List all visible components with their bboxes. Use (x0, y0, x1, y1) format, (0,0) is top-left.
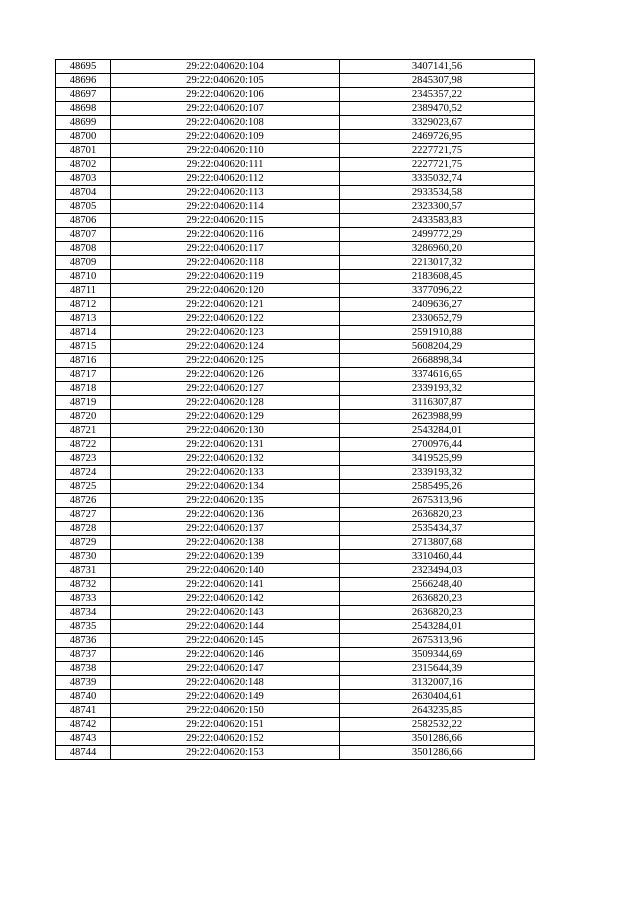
table-row (56, 578, 535, 592)
cadastral-number-cell: 29:22:040620:128 (111, 396, 340, 410)
cadastral-number-cell: 29:22:040620:113 (111, 186, 340, 200)
row-number-cell: 48702 (56, 158, 111, 172)
table-row (56, 704, 535, 718)
cadastral-value-cell: 3286960,20 (340, 242, 535, 256)
cadastral-value-cell: 2433583,83 (340, 214, 535, 228)
row-number-cell: 48705 (56, 200, 111, 214)
row-number-cell: 48725 (56, 480, 111, 494)
cadastral-value-cell: 3116307,87 (340, 396, 535, 410)
cadastral-number-cell: 29:22:040620:104 (111, 60, 340, 74)
row-number-cell: 48721 (56, 424, 111, 438)
cadastral-number-cell: 29:22:040620:133 (111, 466, 340, 480)
row-number-cell: 48731 (56, 564, 111, 578)
cadastral-number-cell: 29:22:040620:129 (111, 410, 340, 424)
cadastral-value-cell: 2339193,32 (340, 382, 535, 396)
cadastral-number-cell: 29:22:040620:144 (111, 620, 340, 634)
cadastral-value-cell: 2535434,37 (340, 522, 535, 536)
row-number-cell: 48698 (56, 102, 111, 116)
table-row (56, 256, 535, 270)
table-row (56, 648, 535, 662)
row-number-cell: 48735 (56, 620, 111, 634)
cadastral-number-cell: 29:22:040620:106 (111, 88, 340, 102)
table-row (56, 508, 535, 522)
cadastral-number-cell: 29:22:040620:134 (111, 480, 340, 494)
row-number-cell: 48744 (56, 746, 111, 760)
cadastral-value-cell: 2345357,22 (340, 88, 535, 102)
row-number-cell: 48700 (56, 130, 111, 144)
cadastral-number-cell: 29:22:040620:111 (111, 158, 340, 172)
cadastral-number-cell: 29:22:040620:139 (111, 550, 340, 564)
cadastral-number-cell: 29:22:040620:151 (111, 718, 340, 732)
cadastral-value-cell: 2933534,58 (340, 186, 535, 200)
row-number-cell: 48703 (56, 172, 111, 186)
cadastral-value-cell: 3407141,56 (340, 60, 535, 74)
cadastral-value-cell: 2227721,75 (340, 144, 535, 158)
table-row (56, 228, 535, 242)
table-row (56, 214, 535, 228)
cadastral-value-cell: 2543284,01 (340, 620, 535, 634)
row-number-cell: 48720 (56, 410, 111, 424)
table-row (56, 340, 535, 354)
table-row (56, 382, 535, 396)
row-number-cell: 48697 (56, 88, 111, 102)
cadastral-value-cell: 2630404,61 (340, 690, 535, 704)
cadastral-value-cell: 2183608,45 (340, 270, 535, 284)
table-row (56, 634, 535, 648)
cadastral-number-cell: 29:22:040620:153 (111, 746, 340, 760)
table-row (56, 186, 535, 200)
row-number-cell: 48706 (56, 214, 111, 228)
row-number-cell: 48743 (56, 732, 111, 746)
row-number-cell: 48734 (56, 606, 111, 620)
cadastral-value-cell: 2668898,34 (340, 354, 535, 368)
cadastral-value-cell: 2323300,57 (340, 200, 535, 214)
cadastral-number-cell: 29:22:040620:142 (111, 592, 340, 606)
table-row (56, 284, 535, 298)
cadastral-number-cell: 29:22:040620:145 (111, 634, 340, 648)
cadastral-number-cell: 29:22:040620:117 (111, 242, 340, 256)
cadastral-number-cell: 29:22:040620:143 (111, 606, 340, 620)
row-number-cell: 48701 (56, 144, 111, 158)
cadastral-value-cell: 2227721,75 (340, 158, 535, 172)
row-number-cell: 48726 (56, 494, 111, 508)
cadastral-number-cell: 29:22:040620:137 (111, 522, 340, 536)
row-number-cell: 48711 (56, 284, 111, 298)
cadastral-value-cell: 2469726,95 (340, 130, 535, 144)
cadastral-value-cell: 2675313,96 (340, 634, 535, 648)
table-row (56, 158, 535, 172)
row-number-cell: 48722 (56, 438, 111, 452)
cadastral-value-cell: 3377096,22 (340, 284, 535, 298)
row-number-cell: 48715 (56, 340, 111, 354)
cadastral-value-cell: 3419525,99 (340, 452, 535, 466)
table-row (56, 564, 535, 578)
cadastral-value-cell: 3329023,67 (340, 116, 535, 130)
table-row (56, 60, 535, 74)
table-row (56, 312, 535, 326)
cadastral-number-cell: 29:22:040620:130 (111, 424, 340, 438)
table-row (56, 200, 535, 214)
cadastral-value-cell: 2330652,79 (340, 312, 535, 326)
row-number-cell: 48709 (56, 256, 111, 270)
cadastral-number-cell: 29:22:040620:127 (111, 382, 340, 396)
cadastral-value-cell: 3132007,16 (340, 676, 535, 690)
table-row (56, 354, 535, 368)
row-number-cell: 48724 (56, 466, 111, 480)
cadastral-number-cell: 29:22:040620:115 (111, 214, 340, 228)
table-row (56, 88, 535, 102)
cadastral-number-cell: 29:22:040620:124 (111, 340, 340, 354)
cadastral-value-cell: 2323494,03 (340, 564, 535, 578)
cadastral-number-cell: 29:22:040620:112 (111, 172, 340, 186)
cadastral-number-cell: 29:22:040620:122 (111, 312, 340, 326)
cadastral-value-cell: 3374616,65 (340, 368, 535, 382)
cadastral-value-cell: 2591910,88 (340, 326, 535, 340)
table-row (56, 480, 535, 494)
row-number-cell: 48736 (56, 634, 111, 648)
row-number-cell: 48741 (56, 704, 111, 718)
cadastral-value-cell: 3501286,66 (340, 732, 535, 746)
table-row (56, 676, 535, 690)
cadastral-value-cell: 2636820,23 (340, 592, 535, 606)
table-row (56, 452, 535, 466)
row-number-cell: 48713 (56, 312, 111, 326)
table-row (56, 550, 535, 564)
cadastral-value-cell: 2566248,40 (340, 578, 535, 592)
row-number-cell: 48733 (56, 592, 111, 606)
table-row (56, 74, 535, 88)
row-number-cell: 48716 (56, 354, 111, 368)
cadastral-value-cell: 2543284,01 (340, 424, 535, 438)
row-number-cell: 48730 (56, 550, 111, 564)
table-row (56, 102, 535, 116)
row-number-cell: 48712 (56, 298, 111, 312)
cadastral-number-cell: 29:22:040620:105 (111, 74, 340, 88)
cadastral-value-table (55, 59, 535, 760)
cadastral-value-cell: 2389470,52 (340, 102, 535, 116)
row-number-cell: 48723 (56, 452, 111, 466)
cadastral-number-cell: 29:22:040620:135 (111, 494, 340, 508)
row-number-cell: 48732 (56, 578, 111, 592)
table-row (56, 242, 535, 256)
cadastral-value-cell: 2315644,39 (340, 662, 535, 676)
row-number-cell: 48719 (56, 396, 111, 410)
row-number-cell: 48729 (56, 536, 111, 550)
cadastral-number-cell: 29:22:040620:138 (111, 536, 340, 550)
cadastral-number-cell: 29:22:040620:107 (111, 102, 340, 116)
cadastral-number-cell: 29:22:040620:121 (111, 298, 340, 312)
cadastral-number-cell: 29:22:040620:147 (111, 662, 340, 676)
row-number-cell: 48708 (56, 242, 111, 256)
table-row (56, 368, 535, 382)
table-row (56, 718, 535, 732)
cadastral-value-cell: 3501286,66 (340, 746, 535, 760)
cadastral-value-cell: 2213017,32 (340, 256, 535, 270)
cadastral-value-cell: 2499772,29 (340, 228, 535, 242)
row-number-cell: 48717 (56, 368, 111, 382)
table-row (56, 732, 535, 746)
cadastral-value-cell: 3335032,74 (340, 172, 535, 186)
table-row (56, 396, 535, 410)
cadastral-number-cell: 29:22:040620:110 (111, 144, 340, 158)
table-row (56, 270, 535, 284)
table-row (56, 592, 535, 606)
row-number-cell: 48714 (56, 326, 111, 340)
cadastral-value-cell: 2675313,96 (340, 494, 535, 508)
cadastral-value-cell: 3310460,44 (340, 550, 535, 564)
row-number-cell: 48727 (56, 508, 111, 522)
cadastral-number-cell: 29:22:040620:120 (111, 284, 340, 298)
cadastral-number-cell: 29:22:040620:136 (111, 508, 340, 522)
cadastral-value-cell: 2636820,23 (340, 606, 535, 620)
cadastral-value-cell: 2643235,85 (340, 704, 535, 718)
table-row (56, 620, 535, 634)
row-number-cell: 48696 (56, 74, 111, 88)
cadastral-number-cell: 29:22:040620:132 (111, 452, 340, 466)
row-number-cell: 48737 (56, 648, 111, 662)
cadastral-number-cell: 29:22:040620:140 (111, 564, 340, 578)
table-body (56, 60, 535, 760)
table-row (56, 424, 535, 438)
row-number-cell: 48742 (56, 718, 111, 732)
table-row (56, 116, 535, 130)
cadastral-value-cell: 2409636,27 (340, 298, 535, 312)
cadastral-value-cell: 2582532,22 (340, 718, 535, 732)
table-row (56, 606, 535, 620)
table-row (56, 326, 535, 340)
row-number-cell: 48718 (56, 382, 111, 396)
cadastral-value-cell: 2339193,32 (340, 466, 535, 480)
cadastral-number-cell: 29:22:040620:152 (111, 732, 340, 746)
row-number-cell: 48728 (56, 522, 111, 536)
table-row (56, 144, 535, 158)
table-row (56, 662, 535, 676)
row-number-cell: 48740 (56, 690, 111, 704)
cadastral-number-cell: 29:22:040620:123 (111, 326, 340, 340)
cadastral-value-cell: 2713807,68 (340, 536, 535, 550)
cadastral-value-cell: 3509344,69 (340, 648, 535, 662)
cadastral-number-cell: 29:22:040620:148 (111, 676, 340, 690)
cadastral-number-cell: 29:22:040620:146 (111, 648, 340, 662)
cadastral-number-cell: 29:22:040620:150 (111, 704, 340, 718)
table-row (56, 746, 535, 760)
cadastral-number-cell: 29:22:040620:131 (111, 438, 340, 452)
cadastral-number-cell: 29:22:040620:149 (111, 690, 340, 704)
cadastral-number-cell: 29:22:040620:126 (111, 368, 340, 382)
cadastral-value-cell: 5608204,29 (340, 340, 535, 354)
table-row (56, 298, 535, 312)
row-number-cell: 48699 (56, 116, 111, 130)
table-row (56, 466, 535, 480)
cadastral-value-cell: 2636820,23 (340, 508, 535, 522)
cadastral-number-cell: 29:22:040620:118 (111, 256, 340, 270)
row-number-cell: 48738 (56, 662, 111, 676)
cadastral-number-cell: 29:22:040620:119 (111, 270, 340, 284)
table-row (56, 494, 535, 508)
table-row (56, 536, 535, 550)
table-row (56, 130, 535, 144)
row-number-cell: 48704 (56, 186, 111, 200)
cadastral-number-cell: 29:22:040620:116 (111, 228, 340, 242)
table-row (56, 522, 535, 536)
cadastral-number-cell: 29:22:040620:125 (111, 354, 340, 368)
cadastral-value-cell: 2585495,26 (340, 480, 535, 494)
row-number-cell: 48739 (56, 676, 111, 690)
table-row (56, 690, 535, 704)
table-row (56, 438, 535, 452)
cadastral-number-cell: 29:22:040620:114 (111, 200, 340, 214)
cadastral-value-cell: 2623988,99 (340, 410, 535, 424)
table-row (56, 410, 535, 424)
cadastral-value-cell: 2845307,98 (340, 74, 535, 88)
row-number-cell: 48695 (56, 60, 111, 74)
row-number-cell: 48707 (56, 228, 111, 242)
cadastral-value-cell: 2700976,44 (340, 438, 535, 452)
cadastral-number-cell: 29:22:040620:109 (111, 130, 340, 144)
cadastral-number-cell: 29:22:040620:108 (111, 116, 340, 130)
row-number-cell: 48710 (56, 270, 111, 284)
cadastral-number-cell: 29:22:040620:141 (111, 578, 340, 592)
table-row (56, 172, 535, 186)
